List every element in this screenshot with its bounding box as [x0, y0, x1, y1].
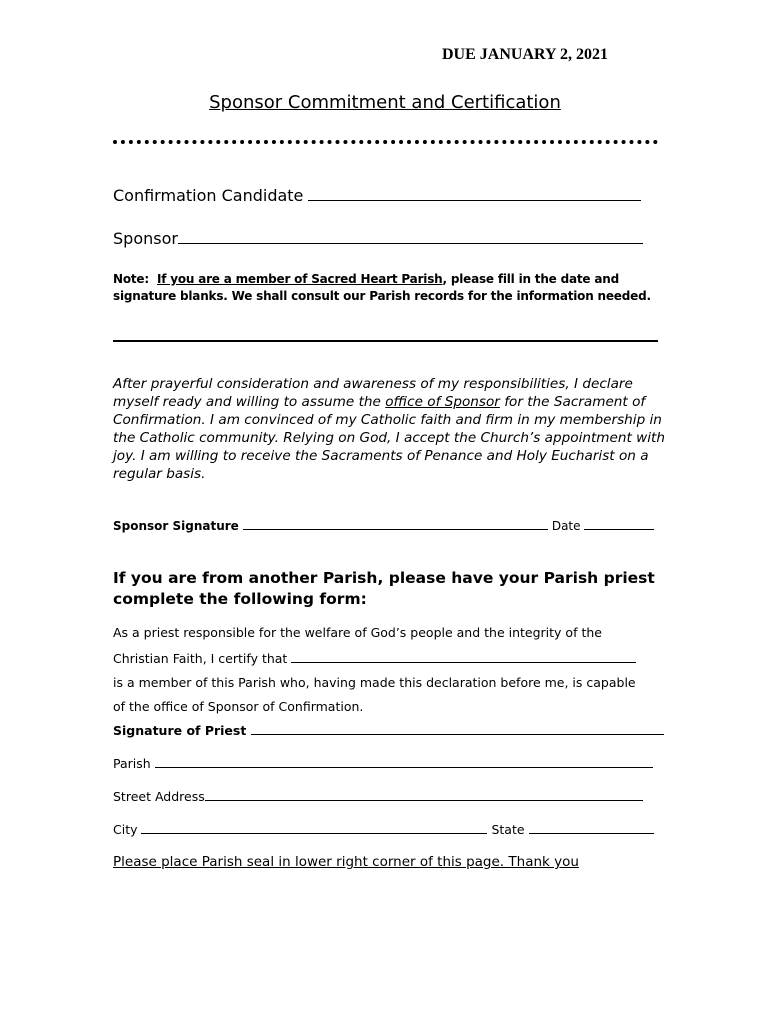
street-address-row [113, 789, 643, 804]
priest-signature-label: Signature of Priest [113, 723, 251, 738]
parish-blank[interactable] [155, 756, 653, 768]
other-parish-heading: If you are from another Parish, please have your Parish priest complete the following form: [113, 569, 655, 608]
sponsor-label: Sponsor [113, 229, 178, 248]
page-title: Sponsor Commitment and Certification [209, 92, 561, 113]
candidate-label: Confirmation Candidate [113, 186, 309, 205]
note-rest-line1: , please fill in the date and [442, 272, 619, 286]
priest-line2 [113, 651, 636, 666]
sponsor-blank[interactable] [178, 229, 643, 244]
declaration-paragraph [113, 375, 673, 483]
note-prefix: Note: [113, 272, 149, 286]
priest-signature-blank[interactable] [251, 723, 664, 735]
street-address-blank[interactable] [205, 789, 643, 801]
state-blank[interactable] [529, 822, 654, 834]
closing-instruction: Please place Parish seal in lower right corner of this page. Thank you [113, 854, 579, 870]
city-label: City [113, 822, 142, 837]
due-date: DUE JANUARY 2, 2021 [442, 46, 608, 63]
city-blank[interactable] [141, 822, 487, 834]
note-underlined: If you are a member of Sacred Heart Parish [156, 272, 443, 286]
date-blank[interactable] [584, 518, 654, 530]
parish-row [113, 756, 653, 771]
state-label: State [487, 822, 529, 837]
sponsor-signature-row [113, 518, 654, 533]
sponsor-field [113, 229, 643, 248]
certify-name-blank[interactable] [291, 651, 636, 663]
certify-label: Christian Faith, I certify that [113, 651, 292, 666]
note [113, 271, 651, 305]
street-address-label: Street Address [113, 789, 205, 804]
priest-line3: is a member of this Parish who, having made this declaration before me, is capable [113, 675, 636, 690]
parish-label: Parish [113, 756, 155, 771]
sponsor-signature-blank[interactable] [243, 518, 548, 530]
candidate-field [113, 186, 641, 205]
declaration-part2: for the Sacrament of Confirmation. I am convinced of my Catholic faith and firm in my membership in the Catholic community. Relying on God, I accept the Church’s appointment with joy. I am willing to receive the Sacraments of Penance and Holy Eucharist on a regular basis. [113, 394, 665, 482]
city-state-row [113, 822, 654, 837]
solid-divider [113, 340, 658, 342]
declaration-underlined: office of Sponsor [385, 394, 500, 410]
dotted-divider [113, 140, 658, 144]
priest-line1: As a priest responsible for the welfare of God’s people and the integrity of the [113, 625, 602, 640]
date-label: Date [548, 519, 585, 533]
sponsor-signature-label: Sponsor Signature [113, 519, 244, 533]
priest-signature-row [113, 723, 664, 738]
declaration-part1: After prayerful consideration and awareness of my responsibilities, I declare myself ready and willing to assume the [113, 376, 633, 410]
priest-line4: of the office of Sponsor of Confirmation. [113, 699, 364, 714]
candidate-blank[interactable] [308, 186, 641, 201]
note-line2: signature blanks. We shall consult our Parish records for the information needed. [113, 289, 651, 303]
